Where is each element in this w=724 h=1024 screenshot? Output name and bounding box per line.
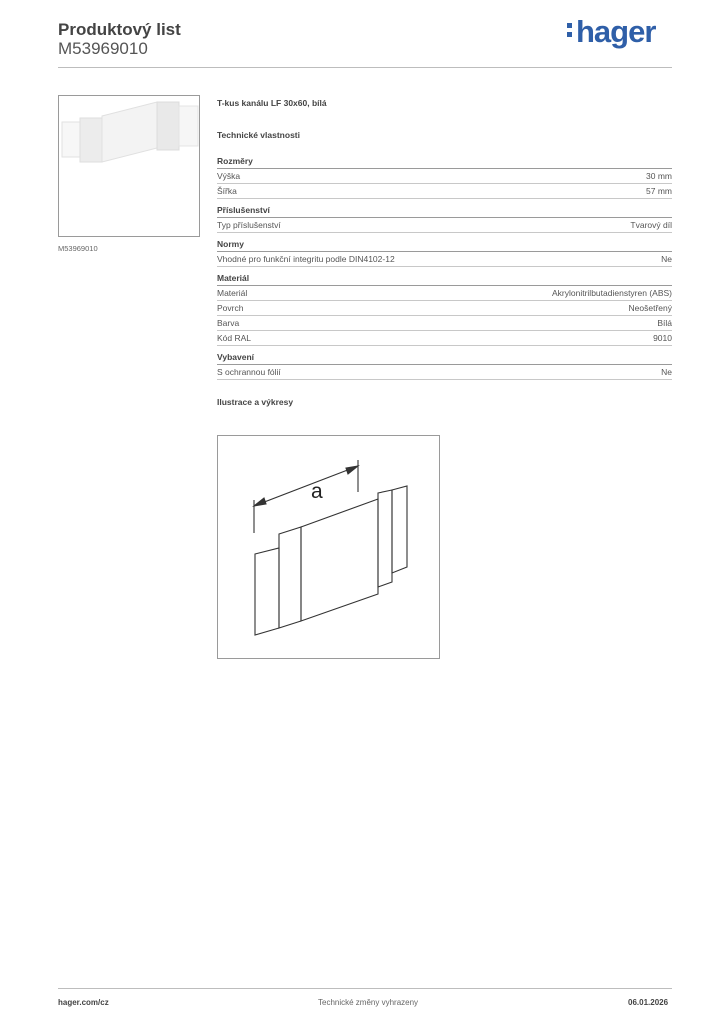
footer-date: 06.01.2026 xyxy=(628,998,669,1007)
header-divider xyxy=(58,67,672,68)
product-thumbnail xyxy=(58,95,200,237)
logo-text: hager xyxy=(576,14,656,49)
footer-website[interactable]: hager.com/cz xyxy=(58,998,109,1007)
section-heading: Příslušenství xyxy=(217,205,672,218)
section-heading: Rozměry xyxy=(217,156,672,169)
spec-content xyxy=(217,96,672,411)
dimension-label: a xyxy=(311,480,323,503)
spec-value: Tvarový díl xyxy=(630,220,672,230)
spec-value: Bílá xyxy=(657,318,672,328)
spec-value: Ne xyxy=(661,254,672,264)
section-accessories xyxy=(217,205,672,233)
spec-label: Typ příslušenství xyxy=(217,220,281,230)
spec-label: Šířka xyxy=(217,186,237,196)
tech-properties-title: Technické vlastnosti xyxy=(217,130,300,140)
spec-value: 57 mm xyxy=(646,186,672,196)
technical-drawing xyxy=(217,435,440,659)
spec-value: Ne xyxy=(661,367,672,377)
spec-label: Kód RAL xyxy=(217,333,252,343)
spec-label: Povrch xyxy=(217,303,244,313)
spec-label: S ochrannou fólií xyxy=(217,367,281,377)
spec-value: Neošetřený xyxy=(628,303,672,313)
spec-row xyxy=(217,301,672,316)
hager-logo xyxy=(567,14,655,50)
spec-label: Materiál xyxy=(217,288,248,298)
logo-dots-icon xyxy=(567,14,574,41)
section-dimensions xyxy=(217,156,672,199)
spec-row xyxy=(217,365,672,380)
page-title: Produktový list xyxy=(58,20,181,39)
section-material xyxy=(217,273,672,346)
spec-label: Výška xyxy=(217,171,241,181)
spec-label: Barva xyxy=(217,318,240,328)
spec-value: Akrylonitrilbutadienstyren (ABS) xyxy=(552,288,672,298)
section-heading: Normy xyxy=(217,239,672,252)
section-equipment xyxy=(217,352,672,380)
spec-value: 9010 xyxy=(653,333,672,343)
spec-row xyxy=(217,218,672,233)
footer-disclaimer: Technické změny vyhrazeny xyxy=(318,998,419,1007)
spec-row xyxy=(217,184,672,199)
spec-row xyxy=(217,286,672,301)
spec-value: 30 mm xyxy=(646,171,672,181)
t-piece-drawing-icon xyxy=(218,436,439,658)
illustrations-title: Ilustrace a výkresy xyxy=(217,397,294,407)
product-code: M53969010 xyxy=(58,39,148,58)
t-piece-photo-icon xyxy=(59,96,199,236)
section-heading: Materiál xyxy=(217,273,672,286)
thumbnail-caption: M53969010 xyxy=(58,244,98,253)
section-heading: Vybavení xyxy=(217,352,672,365)
spec-row xyxy=(217,331,672,346)
footer-divider xyxy=(58,988,672,989)
product-name: T-kus kanálu LF 30x60, bílá xyxy=(217,98,327,108)
spec-row xyxy=(217,316,672,331)
spec-row xyxy=(217,252,672,267)
spec-label: Vhodné pro funkční integritu podle DIN4102-12 xyxy=(217,254,395,264)
section-norms xyxy=(217,239,672,267)
spec-row xyxy=(217,169,672,184)
